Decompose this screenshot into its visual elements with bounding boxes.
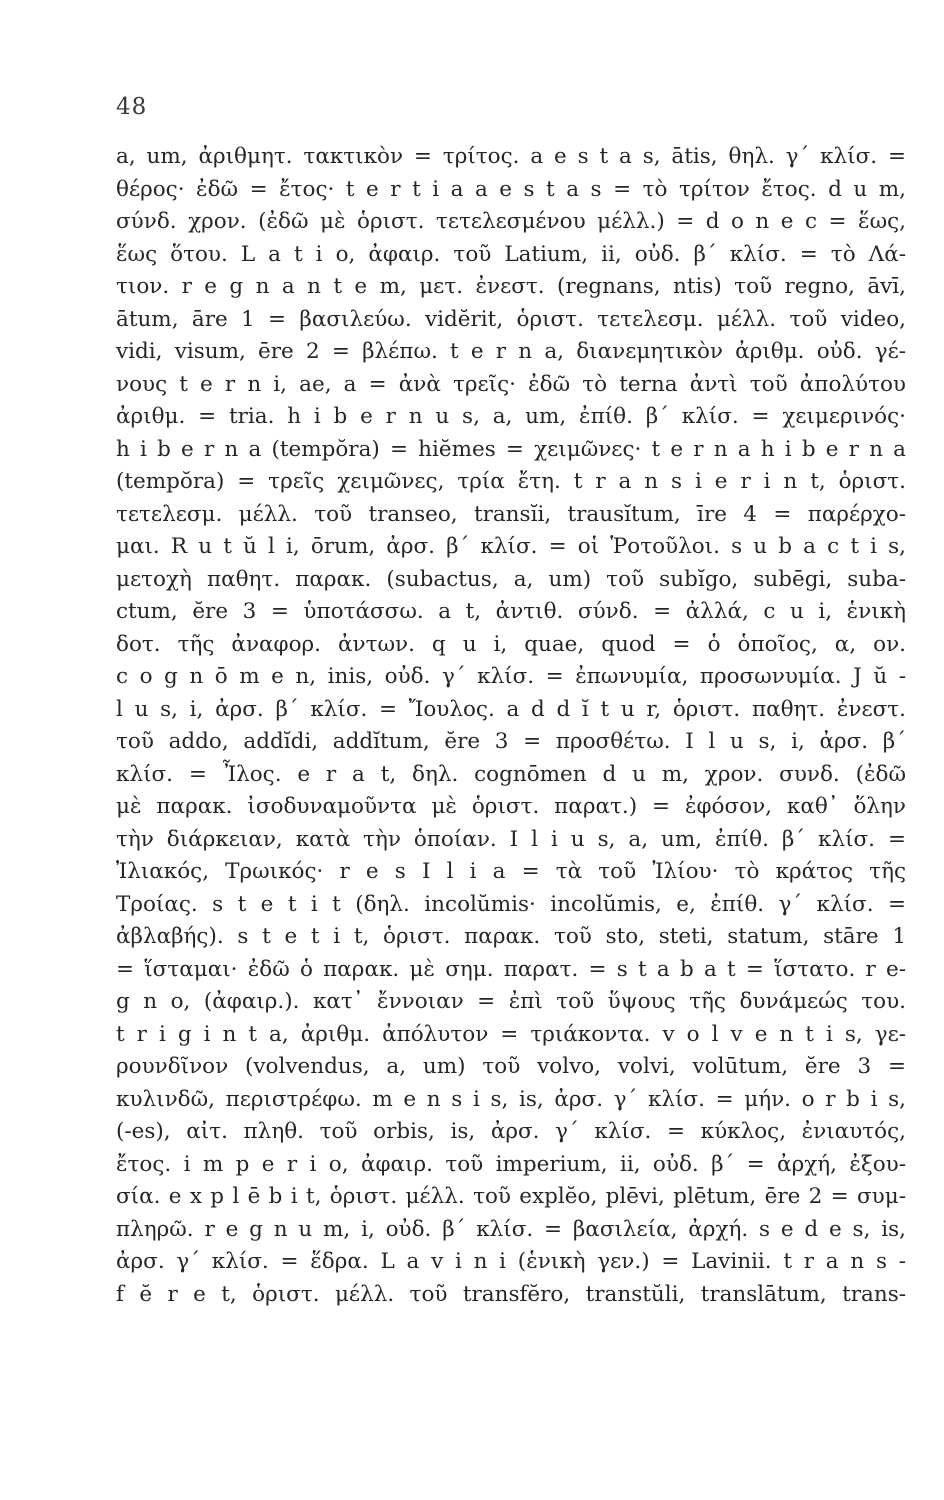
text-line: ἔτος. i m p e r i o, ἀφαιρ. τοῦ imperium, ii, οὐδ. β΄ = ἀρχή, ἐξου-	[116, 1151, 906, 1177]
text-line: μὲ παρακ. ἰσοδυναμοῦντα μὲ ὁριστ. παρατ.) = ἐφόσον, καθ᾽ ὅλην	[116, 794, 906, 819]
text-line: κυλινδῶ, περιστρέφω. m e n s i s, is, ἀρσ. γ΄ κλίσ. = μήν. o r b i s,	[116, 1086, 906, 1112]
text-line: ἀριθμ. = tria. h i b e r n u s, a, um, ἐπίθ. β΄ κλίσ. = χειμερινός·	[116, 404, 906, 429]
text-line: μετοχὴ παθητ. παρακ. (subactus, a, um) τοῦ subĭgo, subēgi, suba-	[116, 566, 906, 592]
text-line: c o g n ō m e n, inis, οὐδ. γ΄ κλίσ. = ἐπωνυμία, προσωνυμία. J ŭ -	[116, 664, 906, 689]
text-line: τετελεσμ. μέλλ. τοῦ transeo, transĭi, trausĭtum, īre 4 = παρέρχο-	[116, 501, 906, 527]
text-line: τὴν διάρκειαν, κατὰ τὴν ὁποίαν. I l i u s, a, um, ἐπίθ. β΄ κλίσ. =	[116, 826, 906, 852]
text-line: ἀβλαβής). s t e t i t, ὁριστ. παρακ. τοῦ sto, steti, statum, stāre 1	[116, 924, 906, 949]
text-line: σύνδ. χρον. (ἐδῶ μὲ ὁριστ. τετελεσμένου μέλλ.) = d o n e c = ἕως,	[116, 209, 906, 234]
text-line: = ἵσταμαι· ἐδῶ ὁ παρακ. μὲ σημ. παρατ. = s t a b a t = ἵστατο. r e-	[116, 956, 906, 982]
text-line: θέρος· ἐδῶ = ἔτος· t e r t i a a e s t a s = τὸ τρίτον ἔτος. d u m,	[116, 176, 906, 202]
text-line: l u s, i, ἀρσ. β΄ κλίσ. = Ἴουλος. a d d ĭ t u r, ὁριστ. παθητ. ἐνεστ.	[116, 696, 906, 722]
text-line: ἕως ὅτου. L a t i o, ἀφαιρ. τοῦ Latium, ii, οὐδ. β΄ κλίσ. = τὸ Λά-	[116, 241, 906, 267]
text-line: (tempŏra) = τρεῖς χειμῶνες, τρία ἔτη. t r a n s i e r i n t, ὁριστ.	[116, 469, 906, 494]
body-text	[116, 141, 906, 1311]
text-line: vidi, visum, ēre 2 = βλέπω. t e r n a, διανεμητικὸν ἀριθμ. οὐδ. γέ-	[116, 339, 906, 364]
text-line: νους t e r n i, ae, a = ἀνὰ τρεῖς· ἐδῶ τὸ terna ἀντὶ τοῦ ἀπολύτου	[116, 371, 906, 397]
text-line: μαι. R u t ŭ l i, ōrum, ἀρσ. β΄ κλίσ. = οἱ Ῥοτοῦλοι. s u b a c t i s,	[116, 534, 906, 559]
text-line: a, um, ἀριθμητ. τακτικὸν = τρίτος. a e s t a s, ātis, θηλ. γ΄ κλίσ. =	[116, 144, 906, 169]
text-line: g n o, (ἀφαιρ.). κατ᾽ ἔννοιαν = ἐπὶ τοῦ ὕψους τῆς δυνάμεώς του.	[116, 989, 906, 1014]
text-line: Τροίας. s t e t i t (δηλ. incolŭmis· incolŭmis, e, ἐπίθ. γ΄ κλίσ. =	[116, 891, 906, 917]
text-line: t r i g i n t a, ἀριθμ. ἀπόλυτον = τριάκοντα. v o l v e n t i s, γε-	[116, 1021, 906, 1047]
text-line: ctum, ĕre 3 = ὑποτάσσω. a t, ἀντιθ. σύνδ. = ἀλλά, c u i, ἑνικὴ	[116, 599, 906, 624]
text-line: τιον. r e g n a n t e m, μετ. ἐνεστ. (regnans, ntis) τοῦ regno, āvī,	[116, 274, 906, 299]
page-number: 48	[116, 94, 148, 120]
text-line: ρουνδῖνον (volvendus, a, um) τοῦ volvo, volvi, volūtum, ĕre 3 =	[116, 1054, 906, 1079]
text-line: κλίσ. = Ἶλος. e r a t, δηλ. cognōmen d u m, χρον. συνδ. (ἐδῶ	[116, 761, 906, 787]
text-line: πληρῶ. r e g n u m, i, οὐδ. β΄ κλίσ. = βασιλεία, ἀρχή. s e d e s, is,	[116, 1216, 906, 1242]
text-line: σία. e x p l ē b i t, ὁριστ. μέλλ. τοῦ explĕo, plēvi, plētum, ēre 2 = συμ-	[116, 1184, 906, 1209]
text-line: h i b e r n a (tempŏra) = hiĕmes = χειμῶνες· t e r n a h i b e r n a	[116, 436, 906, 462]
text-line: Ἰλιακός, Τρωικός· r e s I l i a = τὰ τοῦ Ἰλίου· τὸ κράτος τῆς	[116, 859, 906, 884]
text-line: δοτ. τῆς ἀναφορ. ἀντων. q u i, quae, quod = ὁ ὁποῖος, α, ον.	[116, 631, 906, 657]
text-line: ātum, āre 1 = βασιλεύω. vidĕrit, ὁριστ. τετελεσμ. μέλλ. τοῦ video,	[116, 306, 906, 332]
text-line: (-es), αἰτ. πληθ. τοῦ orbis, is, ἀρσ. γ΄ κλίσ. = κύκλος, ἐνιαυτός,	[116, 1119, 906, 1144]
text-line: τοῦ addo, addĭdi, addĭtum, ĕre 3 = προσθέτω. I l u s, i, ἀρσ. β΄	[116, 729, 906, 754]
text-line: f ĕ r e t, ὁριστ. μέλλ. τοῦ transfĕro, transtŭli, translātum, trans-	[116, 1281, 906, 1307]
text-line: ἀρσ. γ΄ κλίσ. = ἕδρα. L a v i n i (ἑνικὴ γεν.) = Lavinii. t r a n s -	[116, 1249, 906, 1274]
